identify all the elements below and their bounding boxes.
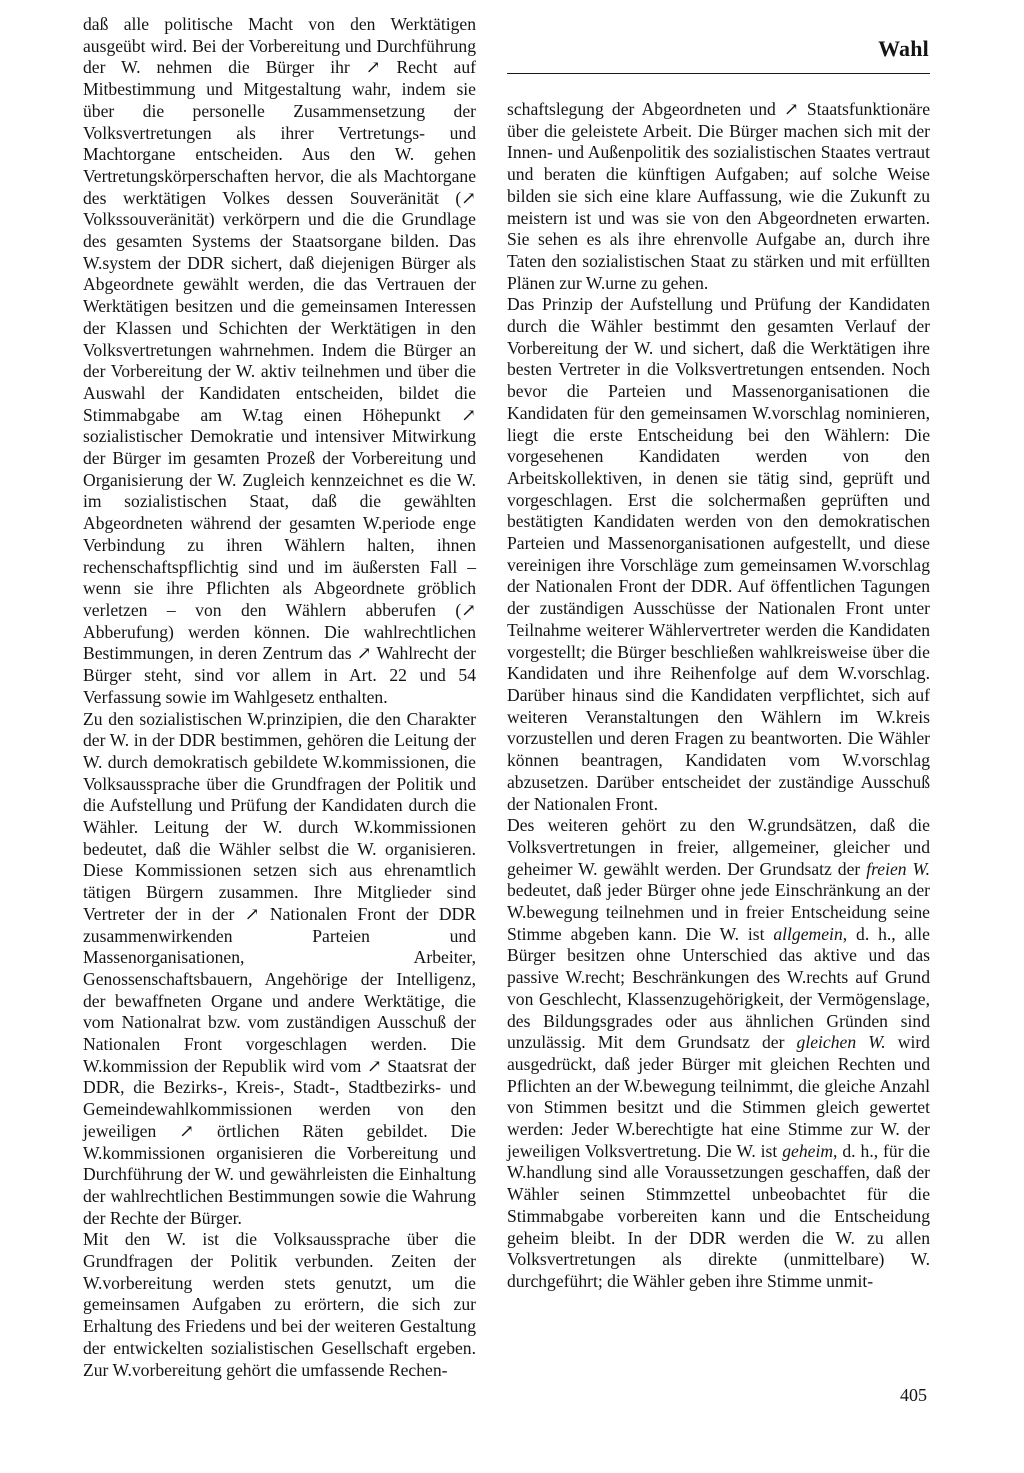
left-paragraph-2: Zu den sozialistischen W.prinzipien, die den Charakter der W. in der DDR bestimmen, gehören die Leitung der W. durch demokratisch gebildete W.kommissionen, die Volksaussprache über die Grundfragen der Politik und die Aufstellung und Prüfung der Kandidaten durch die Wähler. Leitung der W. durch W.kommissionen bedeutet, daß die Wähler selbst die W. organisieren. Diese Kommissionen setzen sich aus ehrenamtlich tätigen Bürgern zusammen. Ihre Mitglieder sind Vertreter der in der ↗ Nationalen Front der DDR zusammenwirkenden Parteien und Massenorganisationen, Arbeiter, Genossenschaftsbauern, Angehörige der Intelligenz, der bewaffneten Organe und andere Werktätige, die vom Nationalrat bzw. vom zuständigen Ausschuß der Nationalen Front vorgeschlagen werden. Die W.kommission der Republik wird vom ↗ Staatsrat der DDR, die Bezirks-, Kreis-, Stadt-, Stadtbezirks- und Gemeindewahlkommissionen werden von den jeweiligen ↗ örtlichen Räten gebildet. Die W.kommissionen organisieren die Vorbereitung und Durchführung der W. und gewährleisten die Einhaltung der wahlrechtlichen Bestimmungen sowie die Wahrung der Rechte der Bürger. [83, 708, 476, 1228]
left-column [83, 14, 476, 1381]
right-paragraph-1: schaftslegung der Abgeordneten und ↗ Staatsfunktionäre über die geleistete Arbeit. Die Bürger machen sich mit der Innen- und Außenpolitik des sozialistischen Staates vertraut und beraten die künftigen Aufgaben; auf solche Weise bilden sie sich eine klare Auffassung, wie die Zukunft zu meistern ist und was sie von den Abgeordneten erwarten. Sie sehen es als ihre ehrenvolle Aufgabe an, durch ihre Taten den sozialistischen Staat zu stärken und mit erfüllten Plänen zur W.urne zu gehen. [507, 99, 930, 293]
emphasis-term: gleichen W. [796, 1032, 886, 1053]
emphasis-term: allgemein [773, 923, 843, 944]
text-run: , d. h., alle Bürger besitzen ohne Unterschied das aktive und das passive W.recht; Beschränkungen des W.rechts auf Grund von Geschlecht, Klassenzugehörigkeit, der Vermögenslage, des Bildungsgrades oder aus ähnlichen Gründen sind unzulässig. Mit dem Grundsatz der [507, 923, 930, 1053]
text-run: , d. h., für die W.handlung sind alle Voraussetzungen geschaffen, daß der Wähler seinen Stimmzettel unbeobachtet für die Stimmabgabe vorbereiten kann und die Entscheidung geheim bleibt. In der DDR werden die W. zu allen Volksvertretungen als direkte (unmittelbare) W. durchgeführt; die Wähler geben ihre Stimme unmit- [507, 1140, 931, 1291]
right-column [507, 99, 930, 1293]
left-paragraph-3: Mit den W. ist die Volksaussprache über die Grundfragen der Politik verbunden. Zeiten der W.vorbereitung werden stets genutzt, um die gemeinsamen Aufgaben zu erörtern, die sich zur Erhaltung des Friedens und bei der weiteren Gestaltung der entwickelten sozialistischen Gesellschaft ergeben. Zur W.vorbereitung gehört die umfassende Rechen- [83, 1229, 476, 1380]
page-number: 405 [900, 1385, 927, 1405]
right-paragraph-2: Das Prinzip der Aufstellung und Prüfung der Kandidaten durch die Wähler bestimmt den gesamten Verlauf der Vorbereitung der W. und sichert, daß die Werktätigen ihre besten Vertreter in die Volksvertretungen entsenden. Noch bevor die Parteien und Massenorganisationen die Kandidaten für den gemeinsamen W.vorschlag nominieren, liegt die erste Entscheidung bei den Wählern: Die vorgesehenen Kandidaten werden von den Arbeitskollektiven, in denen sie tätig sind, geprüft und vorgeschlagen. Erst die solchermaßen geprüften und bestätigten Kandidaten werden von den demokratischen Parteien und Massenorganisationen aufgestellt, und diese vereinigen ihre Vorschläge zum gemeinsamen W.vorschlag der Nationalen Front der DDR. Auf öffentlichen Tagungen der zuständigen Ausschüsse der Nationalen Front unter Teilnahme weiterer Wählervertreter werden die Kandidaten vorgestellt; die Bürger beschließen wahlkreisweise über die Kandidaten und ihre Reihenfolge auf dem W.vorschlag. Darüber hinaus sind die Kandidaten verpflichtet, sich auf weiteren Veranstaltungen den Wählern im W.kreis vorzustellen und deren Fragen zu beantworten. Die Wähler können beantragen, Kandidaten vom W.vorschlag abzusetzen. Darüber entscheidet der zuständige Ausschuß der Nationalen Front. [507, 294, 930, 814]
text-run: Des weiteren gehört zu den W.grundsätzen, daß die Volksvertretungen in freier, allgemeiner, gleicher und geheimer W. gewählt werden. Der Grundsatz der [507, 815, 930, 879]
text-run: wird ausgedrückt, daß jeder Bürger mit gleichen Rechten und Pflichten an der W.bewegung teilnimmt, die gleiche Anzahl von Stimmen besitzt und die Stimmen gleich gewertet werden: Jeder W.berechtigte hat eine Stimme zur W. der jeweiligen Volksvertretung. Die W. ist [507, 1032, 930, 1161]
header-rule [507, 73, 930, 74]
left-paragraph-1: daß alle politische Macht von den Werktätigen ausgeübt wird. Bei der Vorbereitung und Durchführung der W. nehmen die Bürger ihr ↗ Recht auf Mitbestimmung und Mitgestaltung wahr, indem sie über die personelle Zusammensetzung der Volksvertretungen als ihrer Vertretungs- und Machtorgane entscheiden. Aus den W. gehen Vertretungskörperschaften hervor, die als Machtorgane des werktätigen Volkes dessen Souveränität (↗ Volkssouveränität) verkörpern und die die Grundlage des gesamten Systems der Staatsorgane bilden. Das W.system der DDR sichert, daß diejenigen Bürger als Abgeordnete gewählt werden, die das Vertrauen der Werktätigen besitzen und die gemeinsamen Interessen der Klassen und Schichten der Werktätigen in den Volksvertretungen wahrnehmen. Indem die Bürger an der Vorbereitung der W. aktiv teilnehmen und über die Auswahl der Kandidaten entscheiden, bildet die Stimmabgabe am W.tag einen Höhepunkt ↗ sozialistischer Demokratie und intensiver Mitwirkung der Bürger im gesamten Prozeß der Vorbereitung und Organisierung der W. Zugleich kennzeichnet es die W. im sozialistischen Staat, daß die gewählten Abgeordneten während der gesamten W.periode enge Verbindung zu ihren Wählern halten, ihnen rechenschaftspflichtig sind und im äußersten Fall – wenn sie ihre Pflichten als Abgeordnete gröblich verletzen – von den Wählern abberufen (↗ Abberufung) werden können. Die wahlrechtlichen Bestimmungen, in deren Zentrum das ↗ Wahlrecht der Bürger steht, sind vor allem in Art. 22 und 54 Verfassung sowie im Wahlgesetz enthalten. [83, 14, 476, 707]
emphasis-term: geheim [782, 1140, 834, 1161]
text-run: bedeutet, daß jeder Bürger ohne jede Einschränkung an der W.bewegung teilnehmen und in freier Entscheidung seine Stimme abgeben kann. Die W. ist [507, 880, 930, 944]
running-head: Wahl [878, 36, 929, 61]
right-paragraph-3 [507, 815, 930, 1292]
emphasis-term: freien W. [866, 858, 930, 879]
